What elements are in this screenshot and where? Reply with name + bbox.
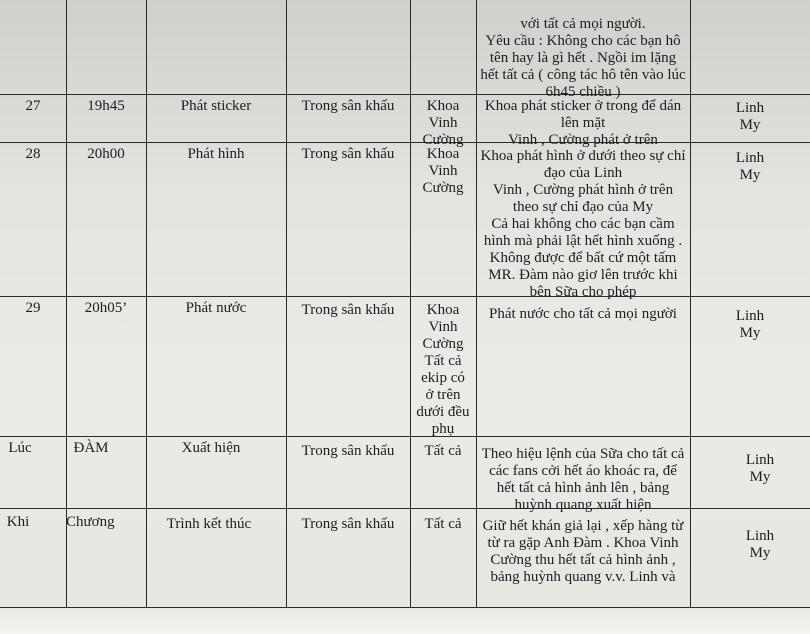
- row-divider: [0, 436, 810, 437]
- row-detail: Khoa phát sticker ở trong để dán lên mặt Vinh , Cường phát ở trên: [484, 98, 682, 148]
- row-time: 19h45: [87, 98, 125, 114]
- row-time: ĐÀM: [73, 440, 109, 456]
- row-divider: [0, 94, 810, 95]
- row-detail: Khoa phát hình ở dưới theo sự chỉ đạo của Linh Vinh , Cường phát hình ở trên theo sự chỉ đạo của My Cả hai không cho các bạn cầm hình mà phải lật hết hình xuống . Không được để bất cứ một tấm MR. Đàm nào giơ lên trước khi bên Sữa cho phép: [480, 148, 686, 300]
- row-place: Trong sân khấu: [301, 302, 395, 318]
- row-time: Chương: [66, 514, 115, 530]
- row-detail: Theo hiệu lệnh của Sữa cho tất cả các fans cởi hết áo khoác ra, để hết tất cả hình ảnh lên , bảng huỳnh quang xuất hiện: [481, 446, 685, 513]
- row-number: Khi: [6, 514, 30, 530]
- row-place: Trong sân khấu: [301, 98, 395, 114]
- row-number: 29: [25, 300, 41, 316]
- row-people: Khoa Vinh Cường: [422, 146, 464, 196]
- row-activity: Xuất hiện: [181, 440, 241, 456]
- page-bottom-edge: [0, 607, 810, 634]
- row-detail: Giữ hết khán giả lại , xếp hàng từ từ ra gặp Anh Đàm . Khoa Vinh Cường thu hết tất cả hình ảnh , bảng huỳnh quang v.v. Linh và: [482, 518, 684, 585]
- row-lead: Linh My: [735, 100, 765, 133]
- row-lead: Linh My: [745, 528, 775, 561]
- row-number: 27: [25, 98, 41, 114]
- row-place: Trong sân khấu: [301, 146, 395, 162]
- row-number: 28: [25, 146, 41, 162]
- continued-detail: với tất cả mọi người. Yêu cầu : Không cho các bạn hô tên hay là gì hết . Ngồi im lặng hết tất cả ( công tác hô tên vào lúc 6h45 chiều ): [480, 16, 686, 100]
- row-time: 20h00: [87, 146, 125, 162]
- row-activity: Phát sticker: [180, 98, 252, 114]
- column-divider: [690, 0, 691, 607]
- row-people: Khoa Vinh Cường Tất cả ekip có ở trên dưới đều phụ: [416, 302, 470, 437]
- row-people: Tất cả: [424, 516, 462, 532]
- row-activity: Phát hình: [187, 146, 245, 162]
- row-lead: Linh My: [735, 150, 765, 183]
- row-activity: Phát nước: [185, 300, 247, 316]
- column-divider: [476, 0, 477, 607]
- row-people: Khoa Vinh Cường: [422, 98, 464, 148]
- row-people: Tất cả: [424, 443, 462, 459]
- row-time: 20h05’: [84, 300, 128, 316]
- row-activity: Trình kết thúc: [166, 516, 252, 532]
- row-place: Trong sân khấu: [301, 516, 395, 532]
- row-number: Lúc: [8, 440, 32, 456]
- row-detail: Phát nước cho tất cả mọi người: [489, 306, 677, 322]
- row-place: Trong sân khấu: [301, 443, 395, 459]
- row-lead: Linh My: [735, 308, 765, 341]
- row-lead: Linh My: [745, 452, 775, 485]
